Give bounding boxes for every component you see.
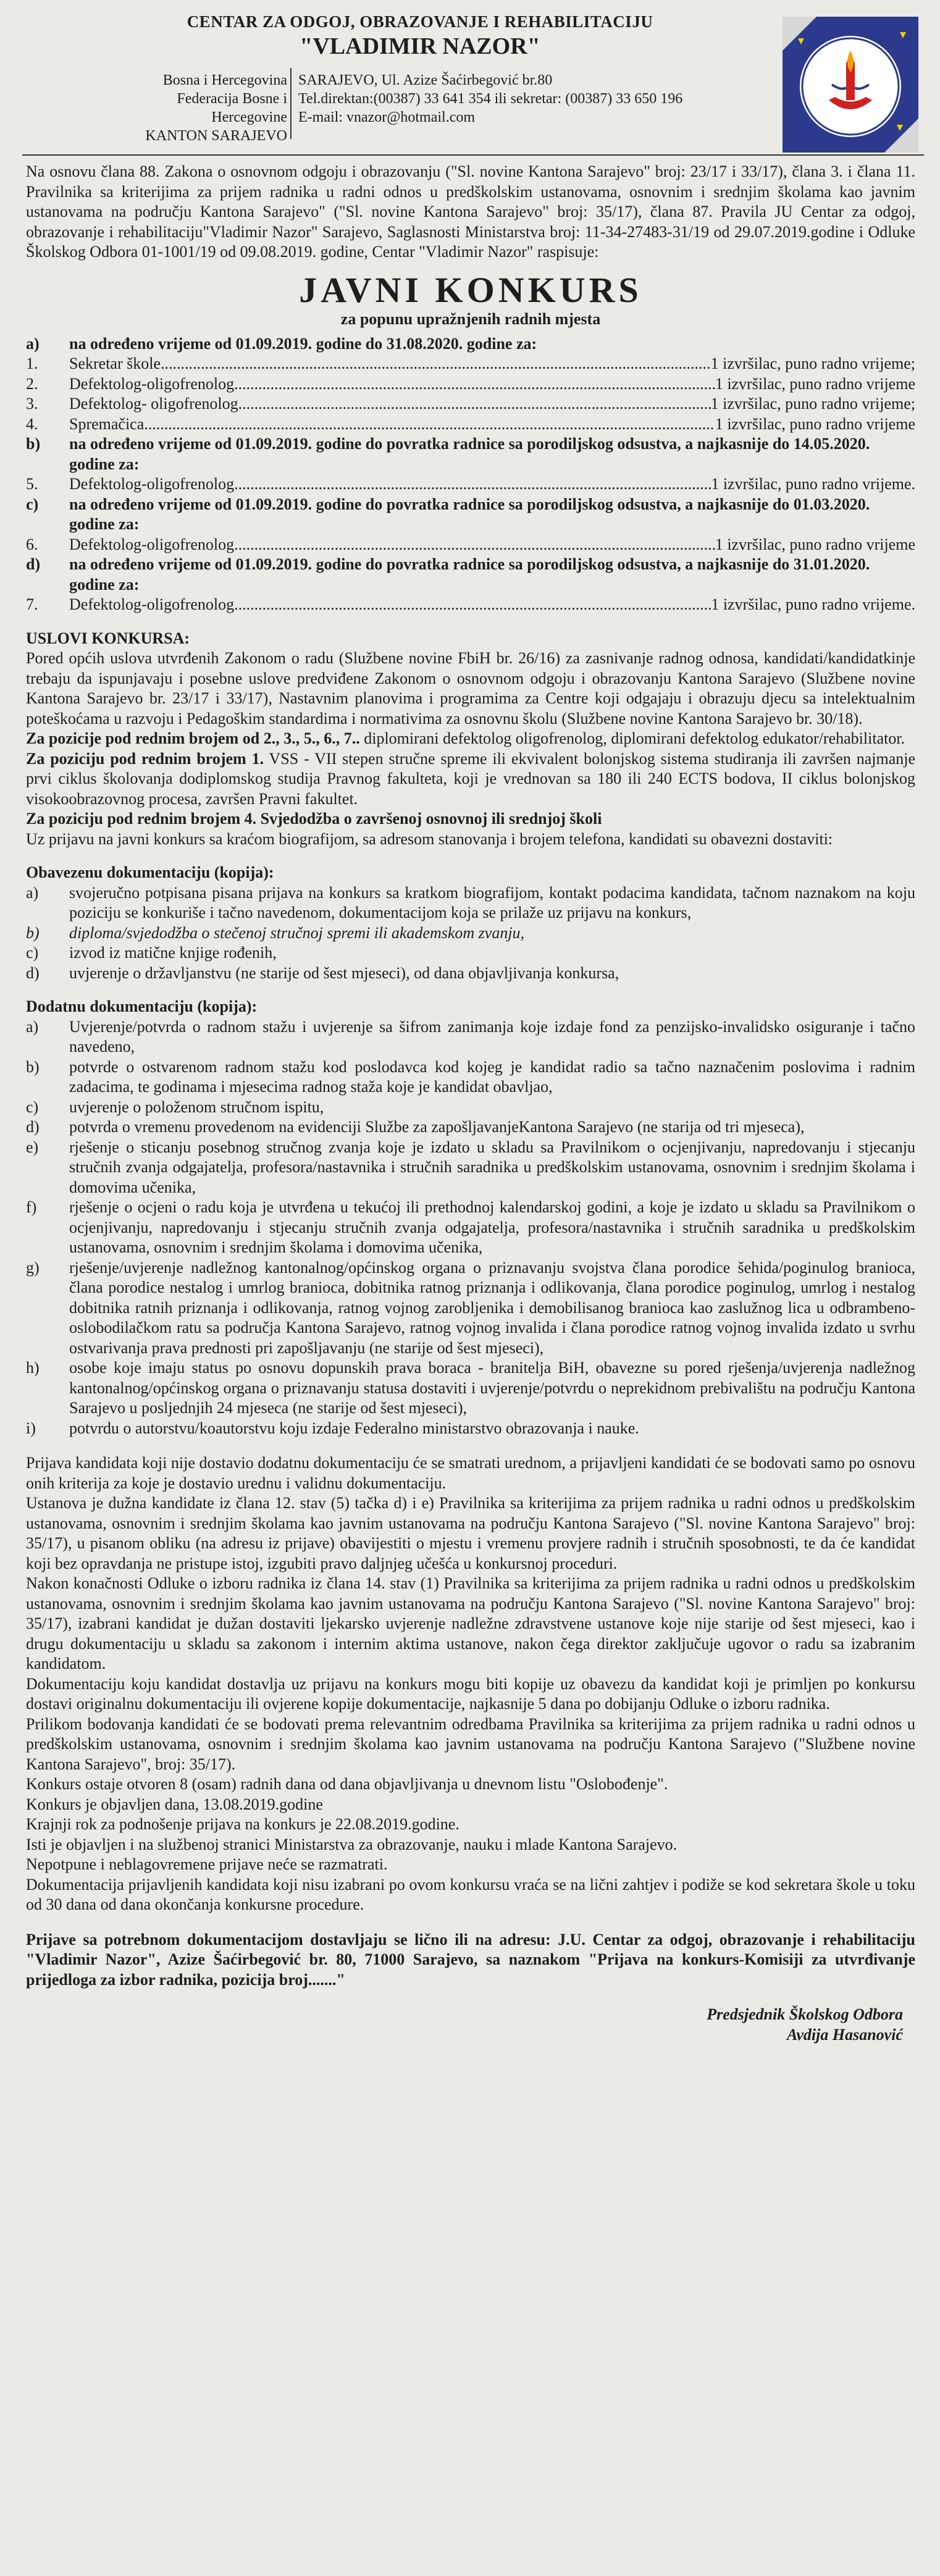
list-item [26, 1138, 915, 1198]
group-label: a) [26, 334, 40, 353]
group-text: na određeno vrijeme od 01.09.2019. godine do povratka radnice sa porodiljskog odsustva, a najkasnije do 31.01.2020. godine za: [69, 555, 870, 594]
conditions-text: Pored općih uslova utvrđenih Zakonom o radu (Službene novine FbiH br. 26/16) za zasnivanje radnog odnosa, kandidati/kandidatkinje trebaju da ispunjavaju i posebne uslove predviđene Zakonom o osnovnom odgoju i obrazovanju Kantona Sarajevo (Službene novine Kantona Sarajevo br. 23/17 i 33/17), Nastavnim planovima i programima za Centre koji odgajaju i obrazuju djecu sa intelektualnim poteškoćama u razvoju i Pedagoškim standardima i normativima za osnovnu školu (Službene novine Kantona Sarajevo br. 30/18). [26, 649, 915, 728]
dot-leader [238, 394, 711, 414]
closing-paragraph: Prijava kandidata koji nije dostavio dodatnu dokumentaciju će se smatrati urednom, a prijavljeni kandidati će se bodovati samo po osnovu onih kriterija za koje je dostavio urednu i validnu dokumentaciju. [26, 1454, 915, 1492]
list-key: c) [26, 1097, 39, 1116]
list-item [26, 963, 915, 984]
header-left-block [130, 71, 287, 145]
group-text: na određeno vrijeme od 01.09.2019. godine do povratka radnice sa porodiljskog odsustva, a najkasnije do 01.03.2020. godine za: [69, 495, 870, 533]
announcement-subtitle: za popunu upražnjenih radnih mjesta [340, 309, 601, 328]
list-text: rješenje/uvjerenje nadležnog kantonalnog/općinskog organa o priznavanju svojstva člana porodice šehida/poginulog branioca, člana porodice nestalog i umrlog branioca, dobitnika ratnog priznanja i odlikovanja, člana porodice poginulog, umrlog i nestalog dobitnika ratnih priznanja i odlikovanja, ratnog vojnog zarobljenika i demobilisanog branioca kao zaslužnog lica u odbrambeno-oslobodilačkom ratu sa područja Kantona Sarajevo, ratnog vojnog invalida i člana porodice ratnog vojnog invalida izdato u svrhu ostvarivanja prava prednosti pri zapošljavanju (ne starije od šest mjeseci), [69, 1258, 915, 1357]
header-right-block [298, 71, 805, 127]
position-number: 3. [26, 395, 38, 413]
group-d-heading [26, 555, 915, 595]
dot-leader [234, 374, 715, 395]
list-text: izvod iz matične knjige rođenih, [69, 944, 277, 962]
dot-leader [234, 595, 711, 615]
list-text: diploma/svjedodžba o stečenoj stručnoj spremi ili akademskom zvanju, [69, 923, 525, 942]
position-row [26, 535, 915, 555]
conditions-heading: USLOVI KONKURSA: [26, 629, 190, 647]
position-number: 2. [26, 374, 38, 393]
group-label: b) [26, 435, 41, 453]
list-text: rješenje o ocjeni o radu koja je utvrđena u tekućoj ili prethodnoj kalendarskoj godini, a koje je izdato u skladu sa Pravilnikom o ocjenjivanju, napredovanju i stjecanju stručnih zvanja odgajatelja, profesora/nastavnika i stručnih saradnika u predškolskim ustanovama, osnovnim i srednjim školama i domovima učenika, [69, 1198, 915, 1256]
position-row [26, 474, 915, 495]
position-number: 7. [26, 595, 38, 613]
signature-role: Predsjednik Školskog Odbora [707, 2005, 903, 2023]
submission-address: Prijave sa potrebnom dokumentacijom dostavljaju se lično ili na adresu: J.U. Centar za odgoj, obrazovanje i rehabilitaciju "Vladimir Nazor", Azize Šaćirbegović br. 80, 71000 Sarajevo, sa naznakom "Prijava na konkurs-Komisiji za utvrđivanje prijedloga za izbor radnika, pozicija broj......." [26, 1930, 915, 1989]
closing-paragraph: Krajnji rok za podnošenje prijava na konkurs je 22.08.2019.godine. [26, 1815, 460, 1833]
list-key: b) [26, 923, 40, 942]
position-value: 1 izvršilac, puno radno vrijeme. [711, 475, 915, 493]
header-title [142, 12, 698, 60]
list-key: d) [26, 963, 40, 982]
position-number: 5. [26, 475, 38, 493]
position-name: Sekretar škole [69, 355, 161, 372]
org-line: CENTAR ZA ODGOJ, OBRAZOVANJE I REHABILITACIJU [187, 12, 653, 31]
list-item [26, 923, 915, 944]
position-value: 1 izvršilac, puno radno vrijeme [715, 535, 915, 553]
closing-paragraph: Konkurs je objavljen dana, 13.08.2019.godine [26, 1795, 323, 1813]
position-row [26, 374, 915, 395]
list-key: a) [26, 883, 39, 902]
header-divider [22, 154, 924, 156]
list-key: d) [26, 1118, 40, 1136]
condition-pos-1 [26, 749, 915, 810]
position-row [26, 394, 915, 414]
list-key: b) [26, 1057, 40, 1076]
list-item [26, 1419, 915, 1439]
list-key: i) [26, 1419, 36, 1437]
list-item [26, 1358, 915, 1419]
closing-paragraph: Konkurs ostaje otvoren 8 (osam) radnih dana od dana objavljivanja u dnevnom listu "Oslobođenje". [26, 1775, 668, 1793]
list-item [26, 1198, 915, 1258]
list-item [26, 883, 915, 923]
position-name: Spremačica [69, 414, 145, 433]
list-text: Uvjerenje/potvrda o radnom stažu i uvjerenje sa šifrom zanimanja koje izdaje fond za penzijsko-invalidsko osiguranje i tačno navedeno, [69, 1017, 915, 1055]
list-item [26, 1258, 915, 1359]
group-text: na određeno vrijeme od 01.09.2019. godine do povratka radnice sa porodiljskog odsustva, a najkasnije do 14.05.2020. godine za: [69, 435, 870, 473]
group-b-heading [26, 434, 915, 474]
closing-paragraph: Nepotpune i neblagovremene prijave neće se razmatrati. [26, 1855, 388, 1873]
closing-paragraph: Isti je objavljen i na službenoj stranici Ministarstva za obrazovanje, nauku i mlade Kantona Sarajevo. [26, 1835, 678, 1853]
list-key: f) [26, 1198, 37, 1216]
position-value: 1 izvršilac, puno radno vrijeme [715, 374, 915, 393]
condition-pos-4: Za poziciju pod rednim brojem 4. Svjedodžba o završenoj osnovnoj ili srednjoj školi [26, 810, 602, 828]
list-item [26, 943, 915, 963]
position-name: Defektolog-oligofrenolog [69, 535, 235, 553]
list-key: g) [26, 1258, 40, 1277]
signature-name: Avdija Hasanović [786, 2025, 903, 2044]
position-value: 1 izvršilac, puno radno vrijeme. [711, 595, 915, 613]
intro-paragraph: Na osnovu člana 88. Zakona o osnovnom odgoju i obrazovanju ("Sl. novine Kantona Sarajevo" broj: 23/17 i 33/17), člana 3. i člana 11. Pravilnika sa kriterijima za prijem radnika u radni odnos u predškolskim ustanovama, osnovnim i srednjim školama kao javnim ustanovama na području Kantona Sarajevo" ("Sl. novine Kantona Sarajevo" broj: 35/17), člana 87. Pravila JU Centar za odgoj, obrazovanje i rehabilitaciju"Vladimir Nazor" Sarajevo, Saglasnosti Ministarstva broj: 11-34-27483-31/19 od 29.07.2019.godine i Odluke Školskog Odbora 01-1001/19 od 09.08.2019. godine, Centar "Vladimir Nazor" raspisuje: [26, 162, 915, 261]
group-a-heading [26, 334, 915, 355]
position-name: Defektolog-oligofrenolog [69, 595, 235, 613]
header-email: E-mail: vnazor@hotmail.com [298, 109, 476, 125]
header-canton: KANTON SARAJEVO [145, 128, 287, 144]
position-name: Defektolog-oligofrenolog [69, 475, 235, 493]
dot-leader [161, 354, 711, 374]
position-name: Defektolog-oligofrenolog [69, 374, 235, 393]
closing-paragraph: Dokumentacija prijavljenih kandidata koji nisu izabrani po ovom konkursu vraća se na lični zahtjev i podiže se kod sekretara škole u toku od 30 dana od dana okončanja konkursne procedure. [26, 1875, 915, 1913]
header-phone: Tel.direktan:(00387) 33 641 354 ili sekretar: (00387) 33 650 196 [298, 91, 683, 107]
position-row [26, 595, 915, 615]
position-value: 1 izvršilac, puno radno vrijeme; [710, 395, 915, 413]
list-text: uvjerenje o položenom stručnom ispitu, [69, 1097, 324, 1116]
position-value: 1 izvršilac, puno radno vrijeme; [710, 355, 915, 372]
closing-paragraph: Dokumentaciju koju kandidat dostavlja uz prijavu na konkurs mogu biti kopije uz obavezu da kandidat koji je primljen po konkursu dostavi originalnu dokumentaciju ili ovjerene kopije dokumentacije, najkasnije 5 dana po dobijanju Odluke o izboru radnika. [26, 1674, 915, 1713]
list-item [26, 1117, 915, 1138]
position-value: 1 izvršilac, puno radno vrijeme [715, 414, 915, 433]
list-text: potvrda o vremenu provedenom na evidenciji Službe za zapošljavanjeKantona Sarajevo (ne starija od tri mjeseca), [69, 1118, 805, 1136]
list-key: h) [26, 1359, 40, 1377]
position-number: 1. [26, 355, 38, 372]
dot-leader [144, 414, 715, 435]
mandatory-docs-heading: Obavezenu dokumentaciju (kopija): [26, 863, 274, 881]
announcement-title: JAVNI KONKURS [299, 269, 642, 310]
list-key: a) [26, 1017, 39, 1036]
position-number: 4. [26, 414, 38, 433]
position-name: Defektolog- oligofrenolog [69, 395, 238, 413]
list-item [26, 1057, 915, 1097]
header-federation: Federacija Bosne i Hercegovine [177, 91, 287, 125]
list-key: c) [26, 944, 39, 962]
list-key: e) [26, 1138, 39, 1156]
header-country: Bosna i Hercegovina [162, 72, 287, 88]
closing-paragraph: Nakon konačnosti Odluke o izboru radnika iz člana 14. stav (1) Pravilnika sa kriterijima za prijem radnika u radni odnos u predškolskim ustanovama, osnovnim i srednjim školama kao javnim ustanovama na području Kantona Sarajevo ("Sl. novine Kantona Sarajevo" broj: 35/17), izabrani kandidat je dužan dostaviti ljekarsko uvjerenje nadležne zdravstvene ustanove koje nije starije od šest mjeseci, kao i drugu dokumentaciju u skladu sa zakonom i internim aktima ustanove, nakon čega direktor zaključuje ugovor o radu sa izabranim kandidatom. [26, 1574, 915, 1672]
list-text: potvrde o ostvarenom radnom stažu kod poslodavca kod kojeg je kandidat radio sa tačno naznačenim poslovima i radnim zadacima, te godinama i mjesecima radnog staža koje je kandidat obavljao, [69, 1057, 915, 1096]
list-text: potvrdu o autorstvu/koautorstvu koju izdaje Federalno ministarstvo obrazovanja i nauke. [69, 1419, 639, 1437]
list-item [26, 1017, 915, 1057]
list-text: rješenje o sticanju posebnog stručnog zvanja koje je izdato u skladu sa Pravilnikom o ocjenjivanju, napredovanju i stjecanju stručnih zvanja odgajatelja, profesora/nastavnika i stručnih saradnika u predškolskim ustanovama, osnovnim i srednjim školama i domovima učenika, [69, 1138, 915, 1196]
list-text: uvjerenje o državljanstvu (ne starije od šest mjeseci), od dana objavljivanja konkursa, [69, 963, 619, 982]
header-separator [290, 68, 292, 139]
center-logo [779, 14, 921, 156]
list-text: osobe koje imaju status po osnovu dopunskih prava boraca - branitelja BiH, obavezne su pored rješenja/uvjerenja nadležnog kantonalnog/općinskog organa o priznavanju statusa dostaviti i uvjerenje/potvrdu o neprekidnom prebivalištu na području Kantona Sarajevo u posljednjih 24 mjeseca (ne starije od šest mjeseci), [69, 1359, 915, 1417]
condition-text: VSS - VII stepen stručne spreme ili ekvivalent bolonjskog sistema studiranja ili završen najmanje prvi ciklus školovanja dodiplomskog studija Pravnog fakulteta, koji je vrednovan sa 180 ili 240 ECTS bodova, II ciklus bolonjskog visokoobrazovnog procesa, završen Pravni fakultet. [26, 749, 915, 808]
position-row [26, 354, 915, 374]
group-label: d) [26, 555, 41, 573]
closing-paragraph: Prilikom bodovanja kandidati će se bodovati prema relevantnim odredbama Pravilnika sa kriterijima za prijem radnika u radni odnos u predškolskim ustanovama, osnovnim i srednjim školama kao javnim ustanovama na području Kantona Sarajevo ("Službene novine Kantona Sarajevo", broj: 35/17). [26, 1714, 915, 1773]
group-label: c) [26, 495, 39, 513]
condition-lead: Za poziciju pod rednim brojem 1. [26, 749, 264, 768]
announcement-body [26, 162, 915, 2045]
condition-text: diplomirani defektolog oligofrenolog, diplomirani defektolog edukator/rehabilitator. [359, 729, 905, 747]
group-text: na određeno vrijeme od 01.09.2019. godine do 31.08.2020. godine za: [69, 334, 537, 353]
condition-lead: Za pozicije pod rednim brojem od 2., 3., 5., 6., 7.. [26, 729, 360, 747]
closing-paragraph: Ustanova je dužna kandidate iz člana 12. stav (5) tačka d) i e) Pravilnika sa kriterijima za prijem radnika u radni odnos u predškolskim ustanovama, osnovnim i srednjim školama kao javnim ustanovama na području Kantona Sarajevo ("Sl. novine Kantona Sarajevo" broj: 35/17), u pisanom obliku (na adresu iz prijave) obavijestiti o mjestu i vremenu provjere radnih i stručnih sposobnosti, te da će kandidat koji bez opravdanja ne pristupe istoj, izgubiti pravo daljnjeg učešća u konkursnoj proceduri. [26, 1494, 915, 1572]
application-instruction: Uz prijavu na javni konkurs sa kraćom biografijom, sa adresom stanovanja i brojem telefona, kandidati su obavezni dostaviti: [26, 829, 833, 848]
list-item [26, 1097, 915, 1118]
group-c-heading [26, 495, 915, 535]
org-name: "VLADIMIR NAZOR" [300, 33, 540, 59]
condition-pos-2-7 [26, 729, 915, 749]
dot-leader [234, 535, 715, 555]
list-text: svojeručno potpisana pisana prijava na konkurs sa kratkom biografijom, kontakt podacima kandidata, tačnom naznakom na koju poziciju se konkuriše i tačno navedenom, dokumentacijom koja se prilaže uz prijavu na konkurs, [69, 883, 915, 921]
header-address: SARAJEVO, Ul. Azize Šaćirbegović br.80 [298, 72, 553, 88]
position-number: 6. [26, 535, 38, 553]
position-row [26, 414, 915, 435]
additional-docs-heading: Dodatnu dokumentaciju (kopija): [26, 997, 258, 1015]
dot-leader [234, 474, 711, 495]
